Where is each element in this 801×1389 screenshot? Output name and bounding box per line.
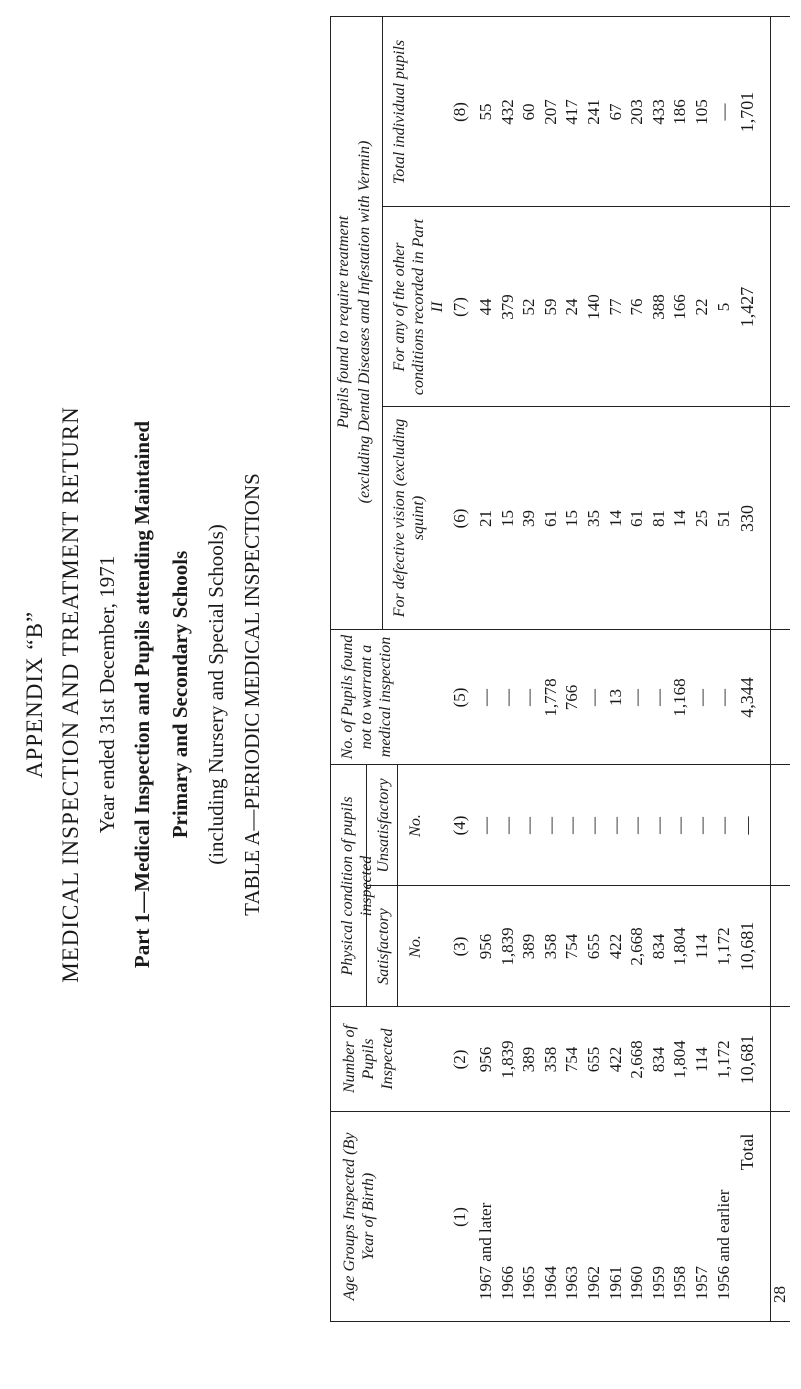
table-cell-not-warrant: — [691,689,711,706]
table-title: TABLE A—PERIODIC MEDICAL INSPECTIONS [240,473,264,916]
table-cell-other: 5 [713,302,733,312]
table-cell-other: 388 [648,294,668,320]
totals-not-warrant: 4,344 [737,677,757,718]
inspected-column [475,1007,734,1112]
table-cell-inspected: 2,668 [627,1040,647,1079]
table-cell-other: 22 [691,298,711,316]
table-cell-total: 433 [648,99,668,125]
table-cell-vision: 14 [670,510,690,527]
col-num-2: (2) [450,1049,469,1070]
table-cell-other: 166 [670,294,690,320]
col-num-8: (8) [450,102,469,122]
table-cell-satisfactory: 114 [691,934,711,959]
table-cell-not-warrant: — [627,689,647,706]
table-cell-not-warrant: 1,778 [540,678,560,717]
header-satisfactory: Satisfactory [375,908,392,985]
table-cell-total: 203 [627,99,647,125]
table-cell-satisfactory: 2,668 [627,927,647,966]
table-cell-age: 1957 [691,1266,711,1300]
table-cell-inspected: 389 [519,1046,539,1073]
header-other-conditions: For any of the other conditions recorded in Part II [391,218,447,396]
table-cell-total: 207 [540,99,560,125]
table-cell-inspected: 358 [540,1046,560,1073]
table-cell-age: 1964 [540,1266,560,1300]
header-number-inspected: Number of Pupils Inspected [341,1025,397,1093]
header-pupils-found: Pupils found to require treatment [335,215,352,429]
table-cell-not-warrant: 13 [605,689,625,706]
table-cell-unsatisfactory: — [540,817,560,834]
year-line: Year ended 31st December, 1971 [95,555,119,834]
col-num-1: (1) [450,1207,469,1227]
table-cell-satisfactory: 358 [540,933,560,960]
col-num-7: (7) [450,297,469,317]
table-cell-age: 1963 [562,1266,582,1300]
table-cell-unsatisfactory: — [497,817,517,834]
table-cell-satisfactory: 1,804 [670,927,690,966]
table-cell-age: 1961 [605,1266,625,1300]
table-cell-inspected: 754 [562,1046,582,1073]
table-cell-total: 186 [670,99,690,125]
inspection-table [330,17,790,1322]
table-cell-other: 24 [562,298,582,316]
table-cell-age: 1959 [648,1266,668,1300]
table-cell-vision: 81 [648,510,668,527]
col-num-5: (5) [450,687,469,708]
table-cell-not-warrant: — [519,689,539,706]
table-cell-age: 1958 [670,1266,690,1300]
table-cell-vision: 61 [627,510,647,527]
table-cell-satisfactory: 1,839 [497,927,517,966]
table-top-rule [330,17,331,1322]
table-cell-vision: 14 [605,510,625,527]
table-cell-not-warrant: 766 [562,684,582,711]
total-individual-column [475,17,734,207]
table-cell-age: 1965 [519,1266,539,1300]
table-cell-unsatisfactory: — [562,817,582,834]
including-line: (including Nursery and Special Schools) [204,524,228,865]
table-cell-inspected: 655 [583,1046,603,1073]
pupils-found-rule [382,17,383,630]
table-cell-satisfactory: 754 [562,933,582,960]
table-cell-vision: 15 [562,510,582,527]
table-cell-unsatisfactory: — [670,817,690,834]
totals-vision: 330 [737,505,757,532]
table-cell-inspected: 114 [691,1047,711,1072]
table-cell-unsatisfactory: — [648,817,668,834]
table-cell-not-warrant: — [497,689,517,706]
table-cell-vision: 61 [540,510,560,527]
totals-other: 1,427 [737,286,757,328]
not-warrant-column [475,630,734,765]
table-cell-total: 105 [691,99,711,125]
table-cell-age: 1956 and earlier [713,1189,733,1300]
table-cell-vision: 39 [519,510,539,527]
schools-heading: Primary and Secondary Schools [168,550,192,839]
part-heading: Part 1—Medical Inspection and Pupils attending Maintained [130,420,154,969]
header-defective-vision: For defective vision (excluding squint) [391,418,428,618]
other-conditions-column [475,207,734,407]
return-title: MEDICAL INSPECTION AND TREATMENT RETURN [58,406,83,983]
table-cell-total: — [713,103,733,121]
table-cell-not-warrant: — [648,689,668,706]
header-excluding-dental: (excluding Dental Diseases and Infestation with Vermin) [356,140,373,504]
table-cell-other: 44 [476,298,495,316]
table-cell-other: 77 [605,298,625,316]
totals-total: 1,701 [737,91,757,133]
col-num-3: (3) [450,936,469,957]
table-cell-satisfactory: 834 [648,933,668,960]
table-cell-inspected: 1,804 [670,1040,690,1079]
table-cell-other: 140 [583,294,603,320]
totals-satisfactory: 10,681 [737,921,757,972]
satisfactory-column [475,886,734,1007]
table-cell-total: 67 [605,103,625,121]
appendix-heading: APPENDIX “B” [22,610,47,779]
table-cell-not-warrant: — [583,689,603,706]
header-unsatisfactory: Unsatisfactory [375,778,392,873]
table-cell-satisfactory: 1,172 [713,927,733,966]
table-cell-unsatisfactory: — [583,817,603,834]
table-cell-total: 417 [562,99,582,125]
table-cell-inspected: 422 [605,1046,625,1073]
totals-unsatisfactory: — [737,816,757,835]
col-num-6: (6) [450,508,469,529]
table-cell-age: 1960 [627,1266,647,1300]
table-cell-total: 60 [519,103,539,121]
table-cell-total: 432 [497,99,517,125]
table-cell-vision: 35 [583,510,603,527]
header-sat-no: No. [407,935,424,958]
table-cell-other: 52 [519,298,539,316]
table-cell-vision: 25 [691,510,711,527]
table-cell-unsatisfactory: — [627,817,647,834]
table-cell-satisfactory: 956 [476,933,495,960]
rule-left [330,1321,790,1322]
table-cell-unsatisfactory: — [713,817,733,834]
totals-inspected: 10,681 [737,1034,757,1085]
physical-no-rule [397,765,398,1007]
table-cell-other: 59 [540,298,560,316]
header-total-individual: Total individual pupils [391,39,408,185]
table-cell-inspected: 1,839 [497,1040,517,1079]
table-cell-satisfactory: 389 [519,933,539,960]
table-cell-vision: 51 [713,510,733,527]
table-cell-unsatisfactory: — [519,817,539,834]
table-bottom-rule [770,17,771,1322]
table-cell-not-warrant: — [476,689,495,706]
table-cell-age: 1962 [583,1266,603,1300]
age-group-column [475,1115,734,1300]
table-cell-not-warrant: 1,168 [670,678,690,717]
unsatisfactory-column [475,765,734,886]
table-cell-satisfactory: 422 [605,933,625,960]
vision-column [475,407,734,630]
table-cell-age: 1966 [497,1266,517,1300]
table-cell-unsatisfactory: — [691,817,711,834]
header-not-warrant: No. of Pupils found not to warrant a medical inspection [339,634,395,760]
table-cell-unsatisfactory: — [476,817,495,834]
table-cell-total: 55 [476,103,495,121]
table-cell-inspected: 1,172 [713,1040,733,1079]
table-cell-inspected: 834 [648,1046,668,1073]
header-age-groups: Age Groups Inspected (By Year of Birth) [341,1132,378,1301]
page-number: 28 [770,1286,789,1303]
table-cell-total: 241 [583,99,603,125]
table-cell-vision: 21 [476,510,495,527]
header-physical-condition: Physical condition of pupils inspected [339,796,376,976]
table-cell-inspected: 956 [476,1046,495,1073]
totals-label: Total [737,1133,757,1171]
table-cell-unsatisfactory: — [605,817,625,834]
table-cell-not-warrant: — [713,689,733,706]
table-cell-other: 76 [627,298,647,316]
table-cell-vision: 15 [497,510,517,527]
table-cell-other: 379 [497,294,517,320]
col-num-4: (4) [450,815,469,836]
table-cell-satisfactory: 655 [583,933,603,960]
table-cell-age: 1967 and later [476,1202,495,1300]
header-unsat-no: No. [407,814,424,837]
